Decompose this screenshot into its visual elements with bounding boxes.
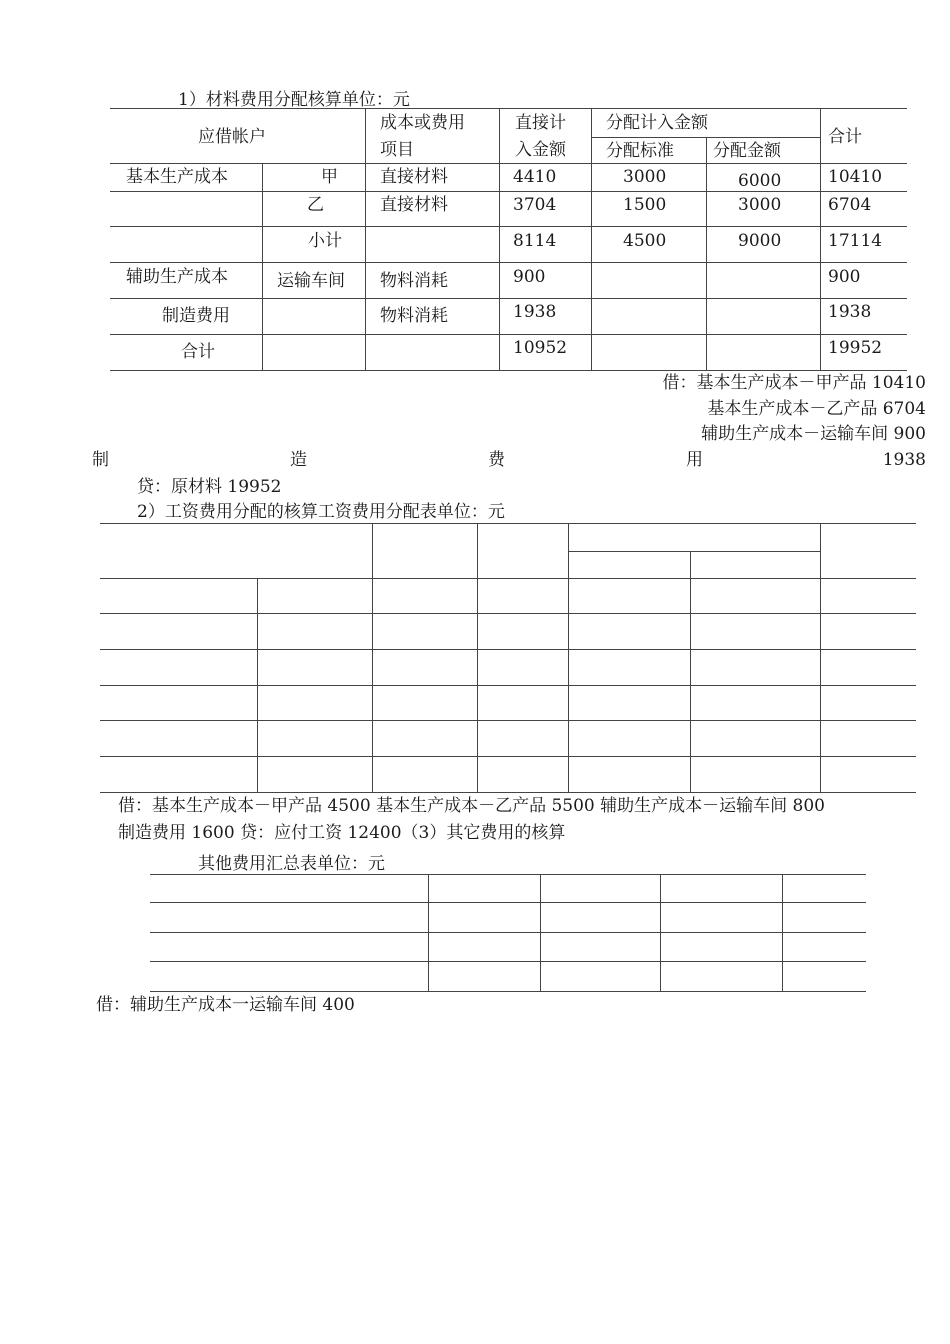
row-total: 1938 bbox=[828, 302, 872, 322]
debit-line-3: 辅助生产成本－运输车间 900 bbox=[701, 424, 926, 444]
row-item: 物料消耗 bbox=[380, 306, 448, 326]
row-direct: 4410 bbox=[513, 167, 557, 187]
debit-line-4-amount: 1938 bbox=[882, 450, 926, 470]
section3-caption: 其他费用汇总表单位：元 bbox=[198, 854, 385, 874]
debit-line-1: 借：基本生产成本－甲产品 10410 bbox=[662, 373, 926, 393]
header-direct-1: 直接计 bbox=[515, 113, 566, 133]
header-direct-2: 入金额 bbox=[515, 140, 566, 160]
row-account: 基本生产成本 bbox=[126, 167, 228, 187]
journal-entry-2-line-1: 借：基本生产成本－甲产品 4500 基本生产成本－乙产品 5500 辅助生产成本－运输车间 800 bbox=[118, 796, 825, 816]
row-total: 10410 bbox=[828, 167, 883, 187]
row-item: 直接材料 bbox=[380, 167, 448, 187]
header-account: 应借帐户 bbox=[198, 127, 266, 147]
row-direct: 10952 bbox=[513, 338, 568, 358]
row-standard: 1500 bbox=[623, 195, 667, 215]
header-total: 合计 bbox=[828, 127, 862, 147]
row-account: 合计 bbox=[181, 342, 215, 362]
row-sub: 乙 bbox=[307, 195, 324, 215]
row-account: 辅助生产成本 bbox=[126, 267, 228, 287]
row-sub: 小计 bbox=[308, 231, 342, 251]
row-direct: 8114 bbox=[513, 231, 557, 251]
journal-entry-2-line-2: 制造费用 1600 贷：应付工资 12400（3）其它费用的核算 bbox=[118, 823, 566, 843]
section1-caption: 1）材料费用分配核算单位：元 bbox=[178, 90, 410, 110]
row-direct: 900 bbox=[513, 267, 546, 287]
credit-line: 贷：原材料 19952 bbox=[137, 477, 282, 497]
row-direct: 1938 bbox=[513, 302, 557, 322]
row-total: 6704 bbox=[828, 195, 872, 215]
row-item: 物料消耗 bbox=[380, 271, 448, 291]
debit-line-4-char: 制 bbox=[92, 450, 109, 470]
section2-caption: 2）工资费用分配的核算工资费用分配表单位：元 bbox=[137, 502, 505, 522]
row-direct: 3704 bbox=[513, 195, 557, 215]
journal-entry-3: 借：辅助生产成本一运输车间 400 bbox=[96, 995, 355, 1015]
row-item: 直接材料 bbox=[380, 195, 448, 215]
row-account: 制造费用 bbox=[162, 306, 230, 326]
header-amount: 分配金额 bbox=[713, 141, 781, 161]
row-standard: 3000 bbox=[623, 167, 667, 187]
row-amount: 3000 bbox=[738, 195, 782, 215]
row-total: 17114 bbox=[828, 231, 883, 251]
header-allocated: 分配计入金额 bbox=[606, 113, 708, 133]
row-total: 19952 bbox=[828, 338, 883, 358]
row-amount: 6000 bbox=[738, 171, 782, 191]
row-amount: 9000 bbox=[738, 231, 782, 251]
header-cost-item-1: 成本或费用 bbox=[380, 113, 465, 133]
row-standard: 4500 bbox=[623, 231, 667, 251]
row-sub: 甲 bbox=[321, 167, 338, 187]
debit-line-4-char: 费 bbox=[488, 450, 505, 470]
header-standard: 分配标准 bbox=[606, 141, 674, 161]
row-total: 900 bbox=[828, 267, 861, 287]
debit-line-4-char: 用 bbox=[686, 450, 703, 470]
debit-line-4-char: 造 bbox=[290, 450, 307, 470]
debit-line-2: 基本生产成本－乙产品 6704 bbox=[707, 399, 926, 419]
header-cost-item-2: 项目 bbox=[380, 140, 414, 160]
row-sub: 运输车间 bbox=[277, 271, 345, 291]
